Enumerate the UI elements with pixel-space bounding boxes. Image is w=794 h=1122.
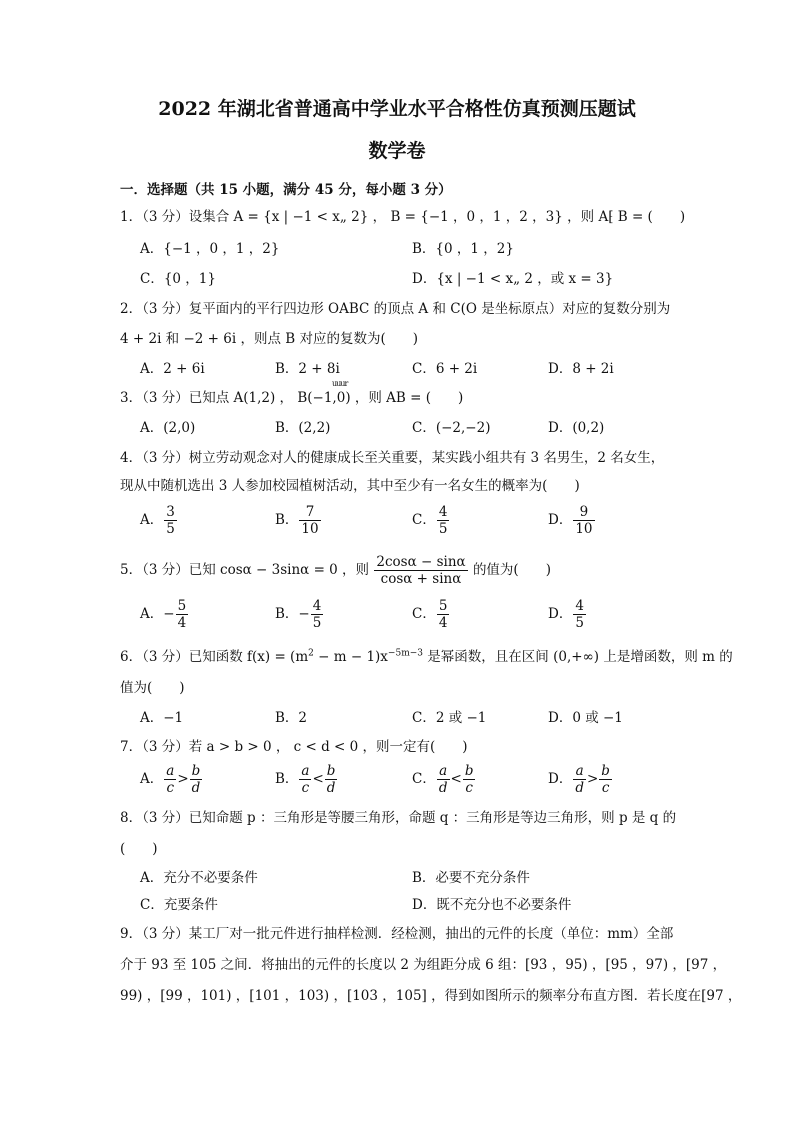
fraction bbox=[299, 504, 320, 537]
denominator: 5 bbox=[438, 521, 448, 537]
question-5-option-c bbox=[412, 598, 450, 631]
question-7-option-a bbox=[140, 763, 203, 796]
question-3-option-a: A．(2,0) bbox=[140, 420, 196, 436]
option-label: B．− bbox=[275, 606, 310, 622]
question-6-text-b: − m − 1)x bbox=[313, 649, 388, 665]
question-1-option-d: D．{x | −1 < x„ 2 ，或 x = 3} bbox=[412, 271, 614, 287]
denominator: 4 bbox=[177, 615, 187, 631]
fraction bbox=[164, 504, 177, 537]
fraction bbox=[164, 763, 176, 796]
option-label: A． bbox=[140, 771, 164, 787]
question-2-option-c: C．6 + 2i bbox=[412, 361, 478, 377]
section-heading: 一．选择题（共 15 小题，满分 45 分，每小题 3 分） bbox=[120, 182, 452, 198]
fraction bbox=[325, 763, 338, 796]
denominator: d bbox=[191, 780, 201, 796]
operator: < bbox=[450, 771, 462, 787]
question-1-option-c: C．{0 ，1} bbox=[140, 271, 216, 287]
option-label: A．− bbox=[140, 606, 175, 622]
option-label: D． bbox=[548, 771, 573, 787]
question-9-line-1: 9．（3 分）某工厂对一批元件进行抽样检测．经检测，抽出的元件的长度（单位：mm）全部 bbox=[120, 926, 674, 942]
numerator: 9 bbox=[573, 504, 594, 521]
exponent: 2 bbox=[308, 648, 314, 659]
question-4-option-c bbox=[412, 504, 450, 537]
question-8-option-b: B．必要不充分条件 bbox=[412, 870, 530, 886]
numerator: 2cosα − sinα bbox=[376, 554, 466, 570]
numerator: 5 bbox=[177, 598, 187, 614]
denominator: c bbox=[465, 780, 473, 796]
numerator: 4 bbox=[575, 598, 584, 614]
denominator: c bbox=[301, 780, 310, 796]
numerator: a bbox=[437, 763, 450, 780]
question-5-prefix: 5．（3 分）已知 cosα − 3sinα = 0 ，则 bbox=[120, 562, 370, 578]
question-5-option-a bbox=[140, 598, 189, 631]
question-5-stem bbox=[120, 554, 551, 587]
option-label: C． bbox=[412, 606, 436, 622]
question-6-line-2: 值为( ) bbox=[120, 680, 185, 696]
question-1-stem: 1．（3 分）设集合 A = {x | −1 < x„ 2} ， B = {−1 ，0 ，1 ，2 ，3} ，则 A⁅ B = ( ) bbox=[120, 209, 686, 225]
exam-subtitle: 数学卷 bbox=[368, 140, 426, 162]
question-3-option-c: C．(−2,−2) bbox=[412, 420, 491, 436]
denominator: 10 bbox=[301, 521, 319, 537]
fraction bbox=[599, 763, 612, 796]
numerator: b bbox=[464, 763, 474, 779]
question-8-option-d: D．既不充分也不必要条件 bbox=[412, 897, 572, 913]
question-3-option-b: B．(2,2) bbox=[275, 420, 331, 436]
question-8-option-a: A．充分不必要条件 bbox=[140, 870, 258, 886]
fraction bbox=[573, 504, 594, 537]
numerator: 5 bbox=[438, 598, 448, 614]
question-2-option-b: B．2 + 8i bbox=[275, 361, 340, 377]
question-2-line-1: 2．（3 分）复平面内的平行四边形 OABC 的顶点 A 和 C(O 是坐标原点）对应的复数分别为 bbox=[120, 301, 671, 317]
question-3-option-d: D．(0,2) bbox=[548, 420, 605, 436]
question-6-option-a: A．−1 bbox=[140, 710, 184, 726]
fraction bbox=[437, 504, 450, 537]
numerator: 4 bbox=[312, 598, 322, 614]
denominator: c bbox=[166, 780, 175, 796]
option-label: C． bbox=[412, 771, 436, 787]
question-7-option-b bbox=[275, 763, 338, 796]
operator: < bbox=[312, 771, 324, 787]
numerator: 3 bbox=[166, 504, 175, 520]
question-6-text-a: 6．（3 分）已知函数 f(x) = (m bbox=[120, 649, 309, 665]
fraction bbox=[190, 763, 203, 796]
denominator: 10 bbox=[575, 521, 593, 537]
numerator: a bbox=[301, 763, 310, 779]
fraction bbox=[299, 763, 311, 796]
fraction bbox=[437, 598, 450, 631]
option-label: B． bbox=[275, 512, 299, 528]
denominator: d bbox=[326, 780, 336, 796]
question-5-option-b bbox=[275, 598, 324, 631]
operator: > bbox=[177, 771, 189, 787]
denominator: 5 bbox=[166, 521, 175, 537]
fraction bbox=[374, 554, 467, 587]
denominator: 5 bbox=[575, 615, 584, 631]
question-8-line-1: 8．（3 分）已知命题 p ：三角形是等腰三角形，命题 q ：三角形是等边三角形，则 p 是 q 的 bbox=[120, 810, 677, 826]
question-4-line-2: 现从中随机选出 3 人参加校园植树活动，其中至少有一名女生的概率为( ) bbox=[120, 478, 580, 494]
numerator: b bbox=[326, 763, 336, 779]
fraction bbox=[573, 763, 586, 796]
numerator: a bbox=[166, 763, 175, 779]
question-6-option-c: C．2 或 −1 bbox=[412, 710, 487, 726]
option-label: A． bbox=[140, 512, 164, 528]
fraction bbox=[176, 598, 189, 631]
denominator: 4 bbox=[438, 615, 448, 631]
question-6-text-c: 是幂函数，且在区间 (0,+∞) 上是增函数，则 m 的 bbox=[423, 649, 733, 665]
denominator: d bbox=[438, 780, 448, 796]
denominator: 5 bbox=[312, 615, 322, 631]
denominator: c bbox=[601, 780, 610, 796]
exponent: −5m−3 bbox=[387, 648, 423, 659]
denominator: d bbox=[575, 780, 584, 796]
question-8-option-c: C．充要条件 bbox=[140, 897, 218, 913]
question-9-line-2: 介于 93 至 105 之间．将抽出的元件的长度以 2 为组距分成 6 组：[93 ，95) ，[95 ，97) ，[97 ， bbox=[120, 957, 727, 973]
numerator: 7 bbox=[299, 504, 320, 521]
option-label: B． bbox=[275, 771, 299, 787]
question-7-option-d bbox=[548, 763, 613, 796]
question-6-option-b: B．2 bbox=[275, 710, 308, 726]
fraction bbox=[573, 598, 586, 631]
fraction bbox=[311, 598, 324, 631]
question-3-stem: 3．（3 分）已知点 A(1,2) ， B(−1,0) ，则 AB = ( ) bbox=[120, 390, 464, 406]
option-label: C． bbox=[412, 512, 436, 528]
numerator: b bbox=[191, 763, 201, 779]
option-label: D． bbox=[548, 512, 573, 528]
question-4-option-b bbox=[275, 504, 322, 537]
option-label: D． bbox=[548, 606, 573, 622]
question-6-option-d: D．0 或 −1 bbox=[548, 710, 623, 726]
question-2-option-a: A．2 + 6i bbox=[140, 361, 205, 377]
operator: > bbox=[586, 771, 599, 787]
question-7-stem: 7．（3 分）若 a > b > 0 ， c < d < 0 ，则一定有( ) bbox=[120, 739, 468, 755]
question-4-option-d bbox=[548, 504, 596, 537]
numerator: b bbox=[601, 763, 610, 779]
question-5-suffix: 的值为( ) bbox=[472, 562, 551, 578]
question-1-option-a: A．{−1 ，0 ，1 ，2} bbox=[140, 241, 280, 257]
question-2-option-d: D．8 + 2i bbox=[548, 361, 614, 377]
numerator: 4 bbox=[438, 504, 448, 520]
numerator: a bbox=[573, 763, 586, 780]
question-7-option-c bbox=[412, 763, 476, 796]
fraction bbox=[437, 763, 450, 796]
question-2-line-2: 4 + 2i 和 −2 + 6i ，则点 B 对应的复数为( ) bbox=[120, 331, 419, 347]
question-6-line-1 bbox=[120, 645, 733, 665]
question-4-option-a bbox=[140, 504, 178, 537]
question-9-line-3: 99) ，[99 ，101) ，[101 ，103) ，[103 ，105] ，得到如图所示的频率分布直方图．若长度在[97 ， bbox=[120, 988, 742, 1004]
fraction bbox=[463, 763, 476, 796]
question-5-option-d bbox=[548, 598, 587, 631]
question-8-line-2: ( ) bbox=[120, 841, 158, 857]
vector-arrow-glyph: uuur bbox=[332, 379, 348, 388]
question-4-line-1: 4．（3 分）树立劳动观念对人的健康成长至关重要，某实践小组共有 3 名男生，2 名女生， bbox=[120, 450, 665, 466]
question-1-option-b: B．{0 ，1 ，2} bbox=[412, 241, 514, 257]
denominator: cosα + sinα bbox=[380, 571, 462, 587]
exam-title: 2022 年湖北省普通高中学业水平合格性仿真预测压题试 bbox=[158, 98, 636, 120]
